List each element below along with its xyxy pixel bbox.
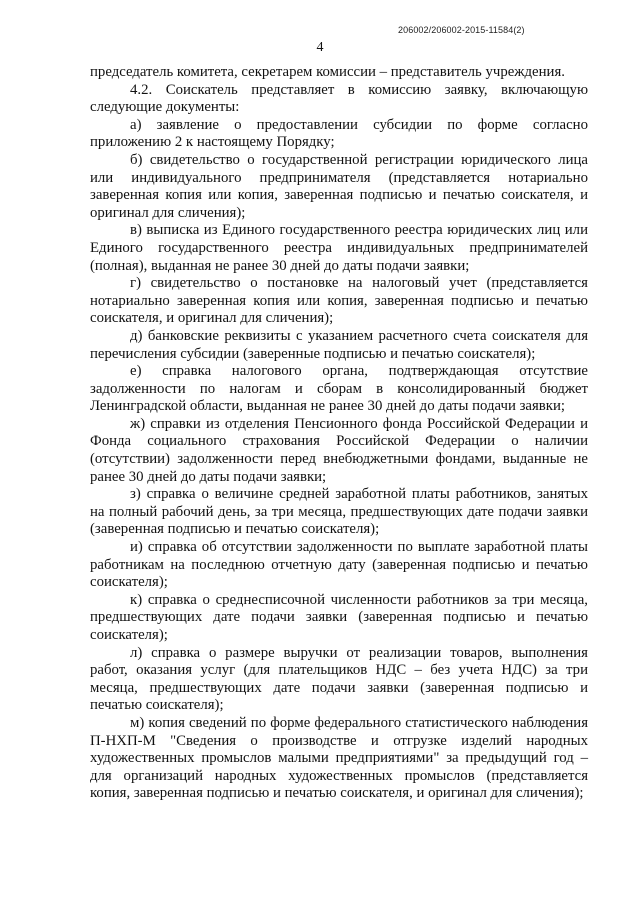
list-item-g: г) свидетельство о постановке на налоговый учет (представляется нотариально заверенная копия или копия, заверенная подписью и печатью соискателя, и оригинал для сличения); xyxy=(90,275,588,327)
list-item-d: д) банковские реквизиты с указанием расчетного счета соискателя для перечисления субсидии (заверенные подписью и печатью соискателя); xyxy=(90,327,588,362)
list-item-v: в) выписка из Единого государственного реестра юридических лиц или Единого государственного реестра индивидуальных предпринимателей (полная), выданная не ранее 30 дней до даты подачи заявки; xyxy=(90,222,588,274)
document-body xyxy=(90,64,588,803)
paragraph-intro: председатель комитета, секретарем комиссии – представитель учреждения. xyxy=(90,64,565,80)
list-item-z: з) справка о величине средней заработной платы работников, занятых на полный рабочий день, за три месяца, предшествующих дате подачи заявки (заверенная подписью и печатью соискателя); xyxy=(90,486,588,538)
list-item-zh: ж) справки из отделения Пенсионного фонда Российской Федерации и Фонда социального страхования Российской Федерации о наличии (отсутствии) задолженности перед внебюджетными фондами, выданные не ранее 30 дней до даты подачи заявки; xyxy=(90,415,588,485)
list-item-e: е) справка налогового органа, подтверждающая отсутствие задолженности по налогам и сборам в консолидированный бюджет Ленинградской области, выданная не ранее 30 дней до даты подачи заявки; xyxy=(90,363,588,415)
document-id: 206002/206002-2015-11584(2) xyxy=(398,25,525,35)
list-item-a: а) заявление о предоставлении субсидии по форме согласно приложению 2 к настоящему Порядку; xyxy=(90,116,588,151)
list-item-k: к) справка о среднесписочной численности работников за три месяца, предшествующих дате подачи заявки (заверенная подписью и печатью соискателя); xyxy=(90,591,588,643)
list-item-i: и) справка об отсутствии задолженности по выплате заработной платы работникам на последнюю отчетную дату (заверенная подписью и печатью соискателя); xyxy=(90,539,588,591)
list-item-l: л) справка о размере выручки от реализации товаров, выполнения работ, оказания услуг (для плательщиков НДС – без учета НДС) за три месяца, предшествующих дате подачи заявки (заверенная подписью и печатью соискателя); xyxy=(90,644,588,714)
list-item-m: м) копия сведений по форме федерального статистического наблюдения П-НХП-М "Сведения о производстве и отгрузке изделий народных художественных промыслов малыми предприятиями" за предыдущий год – для организаций народных художественных промыслов (представляется копия, заверенная подписью и печатью соискателя, и оригинал для сличения); xyxy=(90,714,588,802)
paragraph-4-2: 4.2. Соискатель представляет в комиссию заявку, включающую следующие документы: xyxy=(90,81,588,116)
list-item-b: б) свидетельство о государственной регистрации юридического лица или индивидуального предпринимателя (представляется нотариально заверенная копия или копия, заверенная подписью и печатью соискателя, и оригинал для сличения); xyxy=(90,151,588,221)
page-number: 4 xyxy=(316,40,324,55)
